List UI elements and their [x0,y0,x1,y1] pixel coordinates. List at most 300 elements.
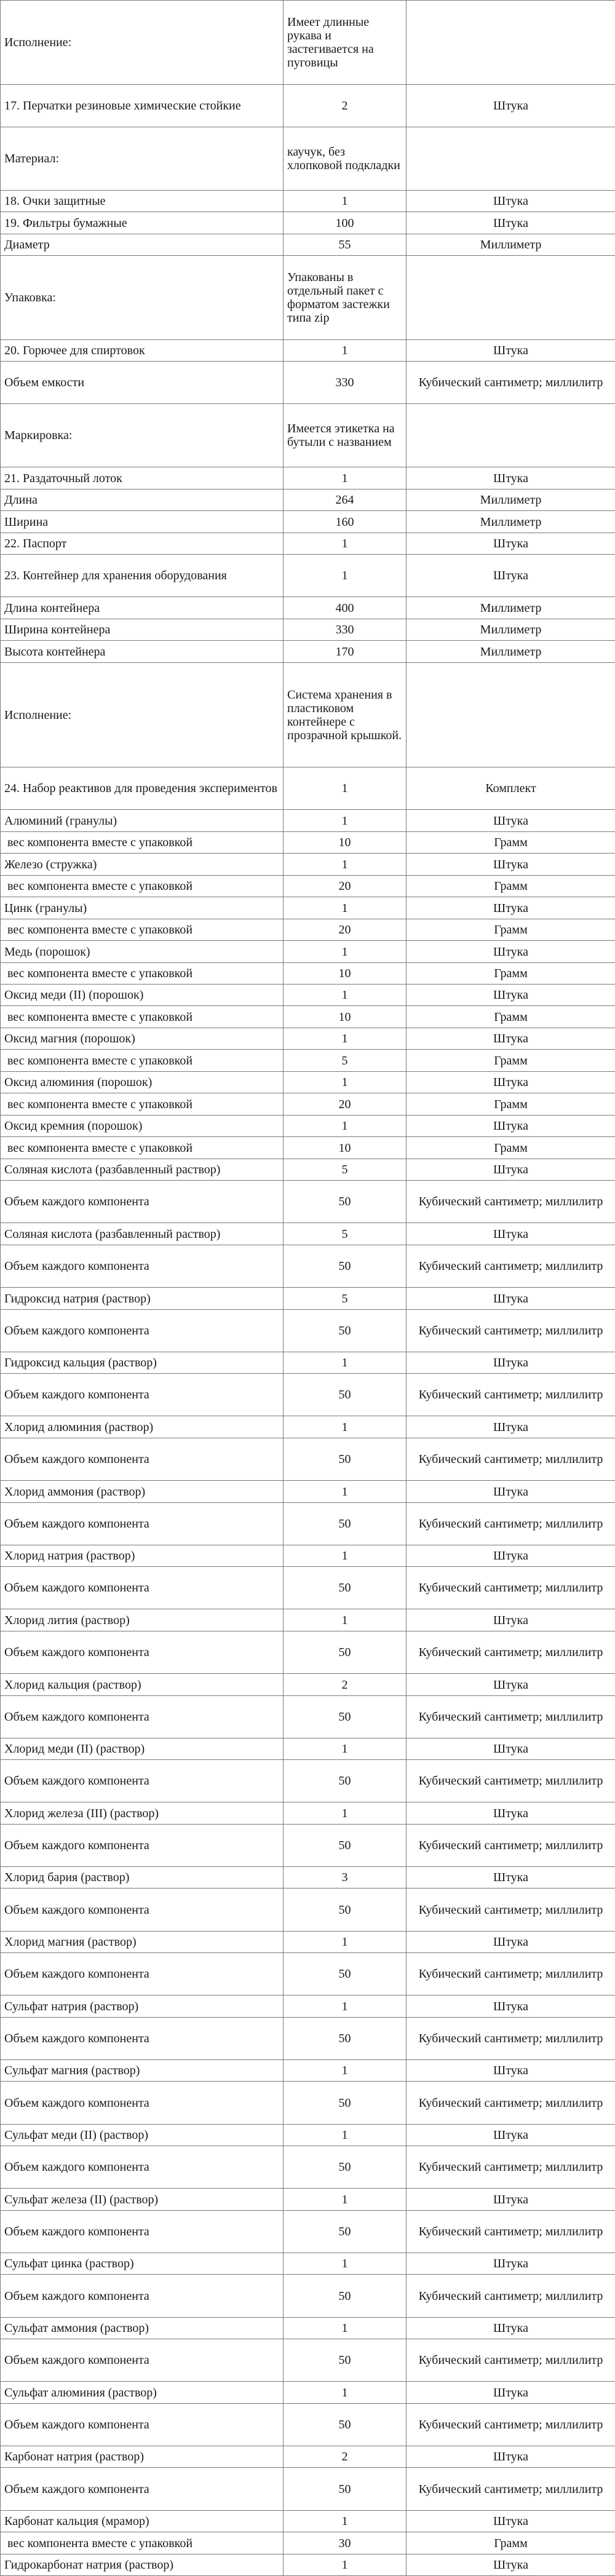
row-name-cell: вес компонента вместе с упаковкой [1,1050,284,1072]
row-name-cell: Исполнение: [1,663,284,767]
table-row [1,619,615,641]
row-name-cell: Высота контейнера [1,641,284,663]
table-row [1,1953,615,1995]
row-value-cell: Имеется этикетка на бутыли с названием [284,404,407,467]
row-name-cell: Объем каждого компонента [1,1503,284,1545]
row-name-cell: Объем каждого компонента [1,1953,284,1995]
row-value-cell: 20 [284,919,407,941]
table-row [1,533,615,555]
row-unit-cell: Штука [407,1609,615,1631]
row-unit-cell: Штука [407,2060,615,2082]
row-unit-cell: Кубический сантиметр; миллилитр [407,1825,615,1867]
row-value-cell: 20 [284,1093,407,1116]
row-name-cell: Объем каждого компонента [1,2468,284,2511]
row-unit-cell: Кубический сантиметр; миллилитр [407,2211,615,2253]
row-unit-cell: Штука [407,1481,615,1503]
row-name-cell: Объем каждого компонента [1,1888,284,1932]
row-value-cell: 5 [284,1159,407,1181]
row-value-cell: 20 [284,876,407,897]
row-name-cell: Цинк (гранулы) [1,897,284,919]
table-row [1,1050,615,1072]
row-name-cell: 17. Перчатки резиновые химические стойкие [1,85,284,127]
row-name-cell: Сульфат аммония (раствор) [1,2318,284,2339]
row-name-cell: Хлорид алюминия (раствор) [1,1416,284,1438]
table-row [1,1481,615,1503]
row-value-cell: Система хранения в пластиковом контейнере с прозрачной крышкой. [284,663,407,767]
row-unit-cell: Миллиметр [407,511,615,533]
row-name-cell: Карбонат кальция (мрамор) [1,2511,284,2532]
row-value-cell: 1 [284,1802,407,1825]
row-name-cell: Хлорид железа (III) (раствор) [1,1802,284,1825]
row-value-cell: 1 [284,467,407,489]
table-row [1,2125,615,2146]
row-unit-cell [407,663,615,767]
row-value-cell: 1 [284,767,407,810]
table-row [1,2018,615,2060]
row-unit-cell: Штука [407,2511,615,2532]
row-value-cell: 1 [284,1932,407,1953]
row-unit-cell: Кубический сантиметр; миллилитр [407,2275,615,2318]
row-unit-cell: Штука [407,1995,615,2018]
row-value-cell: 1 [284,555,407,597]
row-unit-cell: Штука [407,1416,615,1438]
table-row [1,127,615,191]
row-unit-cell: Штука [407,1802,615,1825]
row-value-cell: 50 [284,1310,407,1352]
row-unit-cell: Штука [407,854,615,876]
table-row [1,2060,615,2082]
row-value-cell: 10 [284,1006,407,1028]
row-unit-cell: Миллиметр [407,489,615,511]
table-row [1,2275,615,2318]
row-unit-cell: Грамм [407,1006,615,1028]
row-value-cell: 1 [284,1481,407,1503]
table-row [1,663,615,767]
row-value-cell: 50 [284,2211,407,2253]
row-unit-cell: Штука [407,2446,615,2468]
table-row [1,641,615,663]
row-name-cell: Хлорид лития (раствор) [1,1609,284,1631]
row-value-cell: 264 [284,489,407,511]
table-row [1,2511,615,2532]
table-row [1,1028,615,1050]
row-unit-cell: Кубический сантиметр; миллилитр [407,362,615,404]
table-row [1,1503,615,1545]
row-unit-cell: Штука [407,941,615,963]
row-unit-cell: Штука [407,1545,615,1567]
table-row [1,2468,615,2511]
table-row [1,2146,615,2189]
row-name-cell: 23. Контейнер для хранения оборудования [1,555,284,597]
row-value-cell: 330 [284,619,407,641]
table-row [1,1137,615,1159]
row-value-cell: 50 [284,1374,407,1416]
row-value-cell: 50 [284,2339,407,2382]
row-value-cell: 1 [284,2382,407,2404]
table-row [1,2446,615,2468]
row-unit-cell: Кубический сантиметр; миллилитр [407,2082,615,2125]
row-unit-cell: Миллиметр [407,619,615,641]
table-row [1,1093,615,1116]
row-unit-cell: Штука [407,1159,615,1181]
table-row [1,810,615,832]
row-name-cell: 18. Очки защитные [1,191,284,212]
table-row [1,1674,615,1696]
row-unit-cell: Штука [407,191,615,212]
table-row [1,1995,615,2018]
row-value-cell: 400 [284,597,407,619]
row-unit-cell: Кубический сантиметр; миллилитр [407,1310,615,1352]
row-value-cell: 50 [284,1953,407,1995]
row-name-cell: Материал: [1,127,284,191]
table-row [1,2253,615,2275]
row-value-cell: 1 [284,2554,407,2576]
row-name-cell: Объем каждого компонента [1,1374,284,1416]
row-unit-cell: Кубический сантиметр; миллилитр [407,1245,615,1288]
row-name-cell: 20. Горючее для спиртовок [1,340,284,362]
row-name-cell: 24. Набор реактивов для проведения экспериментов [1,767,284,810]
row-value-cell: 170 [284,641,407,663]
row-unit-cell: Кубический сантиметр; миллилитр [407,1374,615,1416]
row-unit-cell: Кубический сантиметр; миллилитр [407,1696,615,1738]
table-row [1,1696,615,1738]
row-name-cell: вес компонента вместе с упаковкой [1,832,284,854]
row-value-cell: 50 [284,1181,407,1223]
row-name-cell: Гидрокарбонат натрия (раствор) [1,2554,284,2576]
row-name-cell: Объем каждого компонента [1,2275,284,2318]
table-row [1,1932,615,1953]
row-unit-cell: Штука [407,555,615,597]
row-name-cell: Объем каждого компонента [1,1310,284,1352]
row-name-cell: Оксид алюминия (порошок) [1,1072,284,1093]
row-unit-cell: Штука [407,2382,615,2404]
row-value-cell: 1 [284,1995,407,2018]
table-row [1,1006,615,1028]
row-unit-cell: Грамм [407,1137,615,1159]
row-unit-cell: Кубический сантиметр; миллилитр [407,1438,615,1481]
row-value-cell: 50 [284,1567,407,1609]
row-unit-cell: Штука [407,985,615,1006]
row-value-cell: 10 [284,1137,407,1159]
row-name-cell: вес компонента вместе с упаковкой [1,1093,284,1116]
row-value-cell: 1 [284,1116,407,1137]
row-unit-cell [407,1,615,85]
row-unit-cell: Штука [407,2554,615,2576]
row-value-cell: 1 [284,191,407,212]
row-value-cell: 50 [284,1825,407,1867]
row-value-cell: 55 [284,234,407,256]
row-unit-cell: Штука [407,2318,615,2339]
row-name-cell: Сульфат алюминия (раствор) [1,2382,284,2404]
row-unit-cell: Грамм [407,963,615,985]
row-value-cell: 1 [284,1609,407,1631]
table-row [1,1288,615,1310]
row-name-cell: Длина [1,489,284,511]
table-row [1,1416,615,1438]
row-name-cell: Железо (стружка) [1,854,284,876]
table-row [1,897,615,919]
row-unit-cell: Кубический сантиметр; миллилитр [407,1181,615,1223]
row-value-cell: 1 [284,854,407,876]
row-unit-cell: Штука [407,1288,615,1310]
row-name-cell: Соляная кислота (разбавленный раствор) [1,1159,284,1181]
table-row [1,2318,615,2339]
row-value-cell: 50 [284,2404,407,2446]
row-unit-cell: Штука [407,897,615,919]
row-name-cell: Исполнение: [1,1,284,85]
table-row [1,1545,615,1567]
table-row [1,511,615,533]
row-value-cell: 1 [284,1028,407,1050]
row-name-cell: Оксид меди (II) (порошок) [1,985,284,1006]
row-name-cell: 22. Паспорт [1,533,284,555]
row-unit-cell: Штука [407,810,615,832]
row-value-cell: 50 [284,2275,407,2318]
row-value-cell: 5 [284,1050,407,1072]
table-row [1,2082,615,2125]
row-unit-cell: Кубический сантиметр; миллилитр [407,1760,615,1802]
table-row [1,2211,615,2253]
row-unit-cell: Комплект [407,767,615,810]
specification-table-body [1,1,615,2576]
row-value-cell: 50 [284,2146,407,2189]
row-value-cell: 1 [284,2125,407,2146]
table-row [1,1116,615,1137]
row-value-cell: 1 [284,2060,407,2082]
row-value-cell: 50 [284,1503,407,1545]
row-name-cell: Сульфат меди (II) (раствор) [1,2125,284,2146]
row-value-cell: 5 [284,1288,407,1310]
table-row [1,1,615,85]
row-value-cell: 50 [284,1696,407,1738]
row-unit-cell [407,127,615,191]
row-name-cell: Карбонат натрия (раствор) [1,2446,284,2468]
row-unit-cell: Штука [407,1867,615,1888]
row-value-cell: 3 [284,1867,407,1888]
row-name-cell: вес компонента вместе с упаковкой [1,876,284,897]
row-unit-cell: Грамм [407,1093,615,1116]
row-value-cell: Упакованы в отдельный пакет с форматом застежки типа zip [284,256,407,340]
table-row [1,489,615,511]
table-row [1,1567,615,1609]
row-name-cell: Медь (порошок) [1,941,284,963]
row-name-cell: Алюминий (гранулы) [1,810,284,832]
table-row [1,1223,615,1245]
row-name-cell: вес компонента вместе с упаковкой [1,1137,284,1159]
table-row [1,467,615,489]
table-row [1,876,615,897]
row-name-cell: Объем каждого компонента [1,1825,284,1867]
row-value-cell: 1 [284,1352,407,1374]
row-name-cell: Хлорид аммония (раствор) [1,1481,284,1503]
row-value-cell: 50 [284,1760,407,1802]
row-value-cell: 2 [284,1674,407,1696]
row-name-cell: Объем емкости [1,362,284,404]
row-unit-cell: Штука [407,1932,615,1953]
table-row [1,1072,615,1093]
row-name-cell: Сульфат железа (II) (раствор) [1,2189,284,2211]
row-unit-cell: Миллиметр [407,641,615,663]
row-name-cell: Объем каждого компонента [1,1696,284,1738]
table-row [1,1888,615,1932]
row-value-cell: 1 [284,340,407,362]
row-name-cell: Сульфат натрия (раствор) [1,1995,284,2018]
row-value-cell: 1 [284,2318,407,2339]
row-unit-cell: Штука [407,1223,615,1245]
row-value-cell: 50 [284,2082,407,2125]
row-name-cell: Сульфат цинка (раствор) [1,2253,284,2275]
table-row [1,2382,615,2404]
row-unit-cell [407,404,615,467]
row-unit-cell: Штука [407,1116,615,1137]
table-row [1,404,615,467]
table-row [1,555,615,597]
table-row [1,941,615,963]
row-unit-cell: Грамм [407,919,615,941]
row-value-cell: 1 [284,533,407,555]
row-value-cell: 1 [284,1416,407,1438]
table-row [1,2554,615,2576]
row-unit-cell: Штука [407,467,615,489]
row-unit-cell: Кубический сантиметр; миллилитр [407,2339,615,2382]
table-row [1,1760,615,1802]
table-row [1,2189,615,2211]
table-row [1,1438,615,1481]
table-row [1,2532,615,2554]
row-value-cell: 50 [284,1631,407,1674]
row-name-cell: Ширина контейнера [1,619,284,641]
row-value-cell: 160 [284,511,407,533]
row-name-cell: Объем каждого компонента [1,1438,284,1481]
row-name-cell: Объем каждого компонента [1,2146,284,2189]
row-name-cell: Объем каждого компонента [1,2018,284,2060]
row-value-cell: 1 [284,941,407,963]
row-name-cell: Гидроксид натрия (раствор) [1,1288,284,1310]
row-value-cell: 1 [284,985,407,1006]
row-value-cell: 50 [284,2018,407,2060]
row-name-cell: вес компонента вместе с упаковкой [1,963,284,985]
row-unit-cell: Кубический сантиметр; миллилитр [407,2404,615,2446]
row-name-cell: Оксид кремния (порошок) [1,1116,284,1137]
row-value-cell: 5 [284,1223,407,1245]
row-value-cell: 1 [284,2189,407,2211]
row-unit-cell: Миллиметр [407,234,615,256]
table-row [1,963,615,985]
table-row [1,1825,615,1867]
row-name-cell: Хлорид натрия (раствор) [1,1545,284,1567]
row-value-cell: 100 [284,212,407,234]
row-value-cell: 50 [284,2468,407,2511]
table-row [1,362,615,404]
row-unit-cell: Штука [407,1352,615,1374]
row-name-cell: 21. Раздаточный лоток [1,467,284,489]
row-name-cell: Объем каждого компонента [1,1181,284,1223]
row-value-cell: каучук, без хлопковой подкладки [284,127,407,191]
row-unit-cell: Кубический сантиметр; миллилитр [407,1888,615,1932]
row-name-cell: Ширина [1,511,284,533]
row-value-cell: 1 [284,2511,407,2532]
row-value-cell: 1 [284,1072,407,1093]
row-value-cell: 1 [284,810,407,832]
row-unit-cell: Кубический сантиметр; миллилитр [407,1503,615,1545]
row-unit-cell: Кубический сантиметр; миллилитр [407,1953,615,1995]
table-row [1,919,615,941]
table-row [1,340,615,362]
row-unit-cell: Кубический сантиметр; миллилитр [407,2468,615,2511]
row-unit-cell: Штука [407,1674,615,1696]
table-row [1,1609,615,1631]
row-name-cell: Объем каждого компонента [1,1760,284,1802]
table-row [1,1352,615,1374]
table-row [1,1159,615,1181]
table-row [1,1374,615,1416]
row-unit-cell: Штука [407,2253,615,2275]
row-unit-cell: Кубический сантиметр; миллилитр [407,2018,615,2060]
row-name-cell: Объем каждого компонента [1,2404,284,2446]
row-value-cell: 30 [284,2532,407,2554]
table-row [1,1310,615,1352]
row-value-cell: 50 [284,1438,407,1481]
row-value-cell: 1 [284,897,407,919]
row-unit-cell: Штука [407,2189,615,2211]
row-name-cell: Диаметр [1,234,284,256]
row-value-cell: 2 [284,85,407,127]
row-name-cell: Хлорид бария (раствор) [1,1867,284,1888]
row-name-cell: Упаковка: [1,256,284,340]
row-unit-cell: Грамм [407,832,615,854]
row-unit-cell: Штука [407,212,615,234]
table-row [1,985,615,1006]
row-value-cell: 50 [284,1888,407,1932]
row-name-cell: Объем каждого компонента [1,1567,284,1609]
row-value-cell: 10 [284,832,407,854]
row-name-cell: Гидроксид кальция (раствор) [1,1352,284,1374]
row-name-cell: вес компонента вместе с упаковкой [1,1006,284,1028]
row-value-cell: 50 [284,1245,407,1288]
row-name-cell: вес компонента вместе с упаковкой [1,2532,284,2554]
row-name-cell: Соляная кислота (разбавленный раствор) [1,1223,284,1245]
row-unit-cell: Грамм [407,876,615,897]
row-unit-cell: Миллиметр [407,597,615,619]
row-unit-cell: Грамм [407,1050,615,1072]
table-row [1,85,615,127]
table-row [1,256,615,340]
row-unit-cell: Кубический сантиметр; миллилитр [407,1631,615,1674]
table-row [1,1631,615,1674]
row-unit-cell: Штука [407,533,615,555]
row-name-cell: Объем каждого компонента [1,2339,284,2382]
row-unit-cell: Штука [407,85,615,127]
table-row [1,191,615,212]
row-name-cell: Хлорид кальция (раствор) [1,1674,284,1696]
row-value-cell: Имеет длинные рукава и застегивается на пуговицы [284,1,407,85]
row-value-cell: 1 [284,2253,407,2275]
row-value-cell: 10 [284,963,407,985]
row-unit-cell [407,256,615,340]
row-name-cell: Объем каждого компонента [1,1245,284,1288]
row-name-cell: Длина контейнера [1,597,284,619]
table-row [1,212,615,234]
table-row [1,767,615,810]
table-row [1,597,615,619]
row-name-cell: вес компонента вместе с упаковкой [1,919,284,941]
table-row [1,1245,615,1288]
row-name-cell: Маркировка: [1,404,284,467]
table-row [1,2339,615,2382]
row-name-cell: Объем каждого компонента [1,2082,284,2125]
row-unit-cell: Кубический сантиметр; миллилитр [407,1567,615,1609]
table-row [1,1802,615,1825]
